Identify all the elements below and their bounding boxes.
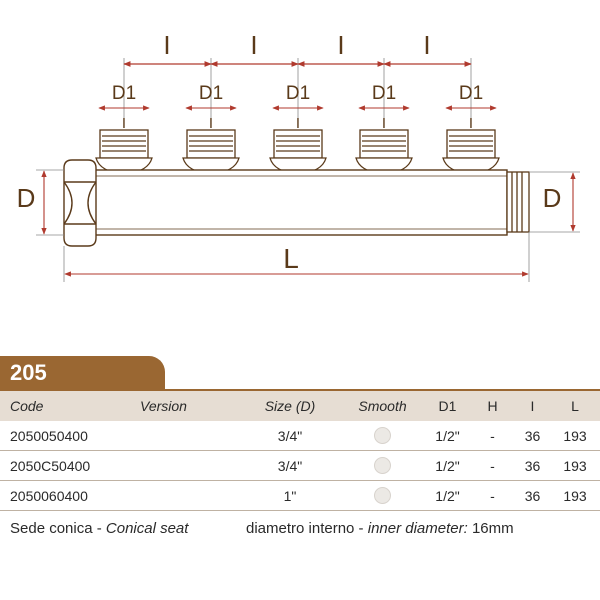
smooth-dot-icon [374, 487, 391, 504]
outlet-3 [270, 130, 326, 174]
spacing-label-1: I [163, 30, 171, 60]
length-label: L [283, 243, 299, 274]
series-code: 205 [10, 360, 47, 385]
footnote-seat [10, 520, 188, 537]
cell-size: 3/4" [240, 451, 340, 481]
footnote-seat-it: Sede conica - [10, 520, 106, 537]
outlet-inner-label-3: I [295, 115, 301, 132]
spacing-label-4: I [423, 30, 431, 60]
outlet-label-4: D1 [371, 83, 397, 104]
col-smooth: Smooth [340, 391, 425, 421]
cell-i: 36 [515, 481, 550, 511]
inlet-label-right: D [542, 183, 562, 213]
cell-size: 1" [240, 481, 340, 511]
series-tab [0, 356, 165, 390]
end-thread [507, 172, 529, 232]
footnote-seat-en: Conical seat [105, 520, 189, 537]
outlet-label-1: D1 [111, 83, 137, 104]
outlet-1 [96, 130, 152, 174]
col-code: Code [0, 391, 140, 421]
table-row [0, 421, 600, 451]
spacing-labels [163, 30, 430, 60]
outlets [96, 130, 499, 174]
col-d1: D1 [425, 391, 470, 421]
cell-i: 36 [515, 451, 550, 481]
cell-l: 193 [550, 451, 600, 481]
cell-code: 2050060400 [0, 481, 140, 511]
cell-smooth [340, 481, 425, 511]
outlet-inner-label-2: I [208, 115, 214, 132]
smooth-dot-icon [374, 457, 391, 474]
footnote-diam-value: 16mm [467, 520, 514, 537]
outlet-2 [183, 130, 239, 174]
cell-version [140, 481, 240, 511]
cell-d1: 1/2" [425, 421, 470, 451]
cell-code: 2050050400 [0, 421, 140, 451]
spacing-label-3: I [337, 30, 345, 60]
hex-nut [64, 160, 96, 246]
spacing-label-2: I [250, 30, 258, 60]
col-version: Version [140, 391, 240, 421]
col-l: L [550, 391, 600, 421]
cell-size: 3/4" [240, 421, 340, 451]
cell-h: - [470, 421, 515, 451]
cell-i: 36 [515, 421, 550, 451]
outlet-5 [443, 130, 499, 174]
manifold-body [92, 170, 507, 235]
cell-l: 193 [550, 421, 600, 451]
col-h: H [470, 391, 515, 421]
outlet-inner-label-1: I [121, 115, 127, 132]
cell-version [140, 451, 240, 481]
outlet-4 [356, 130, 412, 174]
cell-smooth [340, 421, 425, 451]
table-header-row [0, 391, 600, 421]
outlet-label-3: D1 [285, 83, 311, 104]
cell-d1: 1/2" [425, 451, 470, 481]
outlet-label-2: D1 [198, 83, 224, 104]
footnote-diam-en: inner diameter: [367, 520, 468, 537]
footnote-diam-it: diametro interno - [246, 520, 368, 537]
smooth-dot-icon [374, 427, 391, 444]
outlet-inner-labels [122, 115, 473, 132]
col-size: Size (D) [240, 391, 340, 421]
cell-d1: 1/2" [425, 481, 470, 511]
table-row [0, 481, 600, 511]
cell-smooth [340, 451, 425, 481]
table-row [0, 451, 600, 481]
cell-h: - [470, 451, 515, 481]
footnote-diameter [246, 520, 514, 537]
outlet-inner-label-4: I [381, 115, 387, 132]
outlet-label-5: D1 [458, 83, 484, 104]
cell-code: 2050C50400 [0, 451, 140, 481]
outlet-diameter-labels [112, 83, 483, 104]
product-table [0, 391, 600, 511]
cell-l: 193 [550, 481, 600, 511]
col-i: I [515, 391, 550, 421]
cell-h: - [470, 481, 515, 511]
inlet-label-left: D [16, 183, 36, 213]
inlet-diameter-dim-left [36, 170, 64, 235]
cell-version [140, 421, 240, 451]
outlet-inner-label-5: I [468, 115, 474, 132]
